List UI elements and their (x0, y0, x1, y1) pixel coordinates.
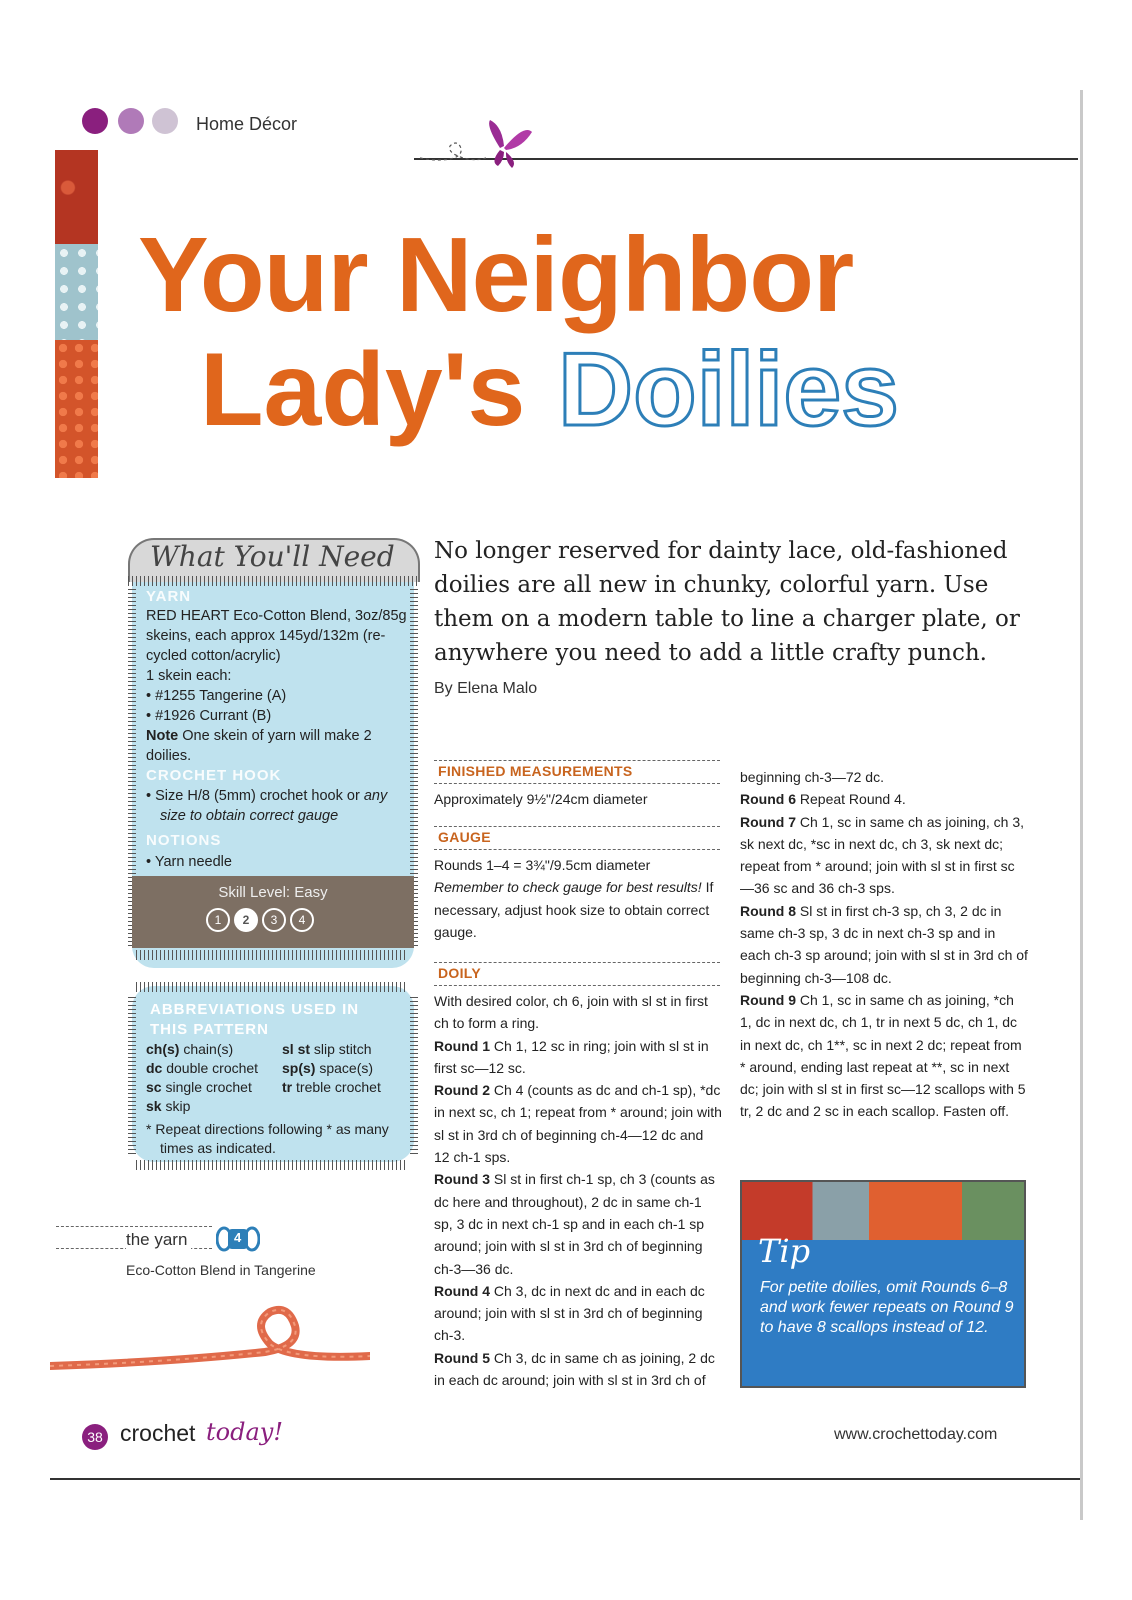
skill-label: Skill Level: Easy (218, 884, 328, 901)
skill-level-1: 1 (206, 908, 230, 932)
comb-border-top (128, 576, 418, 586)
yarn-name: Eco-Cotton Blend in Tangerine (126, 1262, 316, 1278)
yarn-desc: RED HEART Eco-Cotton Blend, 3oz/85g skeins, each approx 145yd/132m (re- cycled cotton/acrylic) 1 skein each: • #1255 Tangerine (A) • #1926 Currant (B) Note One skein of yarn will make 2 doilies. (146, 608, 407, 764)
round-2: Round 2 Ch 4 (counts as dc and ch-1 sp), *dc in next sc, ch 1; repeat from * around; join with sl st in 3rd ch of beginning ch-4—12 dc and 12 ch-1 sps. (434, 1082, 722, 1166)
abbr-comb-left (128, 994, 136, 1154)
tip-text: For petite doilies, omit Rounds 6–8 and work fewer repeats on Round 9 to have 8 scallops instead of 12. (760, 1279, 1014, 1336)
abbreviations-title: ABBREVIATIONS USED IN THIS PATTERN (150, 1001, 360, 1038)
round-7: Round 7 Ch 1, sc in same ch as joining, ch 3, sk next dc, *sc in next dc, ch 3, sk next dc; repeat from * around; join with sl st in first sc—36 sc and 36 ch-3 sps. (740, 813, 1024, 897)
tip-title: Tip (758, 1232, 811, 1270)
byline: By Elena Malo (434, 680, 538, 697)
round-1: Round 1 Ch 1, 12 sc in ring; join with sl st in first sc—12 sc. (434, 1037, 709, 1076)
yarn-item-b: #1926 Currant (B) (155, 708, 272, 724)
header-dot-2 (118, 108, 144, 134)
materials-title: What You'll Need (150, 540, 395, 573)
yarn-label: the yarn (126, 1230, 191, 1250)
brand-script: today! (206, 1418, 283, 1446)
page-number: 38 (82, 1424, 108, 1450)
intro-paragraph: No longer reserved for dainty lace, old-fashioned doilies are all new in chunky, colorful yarn. Use them on a modern table to line a charger plate, or anywhere you need to add a little crafty punch. (434, 538, 1020, 666)
title-line-1: Your Neighbor (138, 216, 854, 334)
skill-level-2: 2 (234, 908, 258, 932)
butterfly-icon (420, 118, 540, 174)
abbr-note: * Repeat directions following * as many times as indicated. (146, 1121, 389, 1156)
footer-rule (50, 1478, 1080, 1480)
header-dot-3 (152, 108, 178, 134)
round-9: Round 9 Ch 1, sc in same ch as joining, *ch 1, dc in next dc, ch 1, tr in next 5 dc, ch 1, dc in next dc, ch 1**, sc in next 2 dc; repeat from * around, ending last repeat at **, sc in next dc; join with sl st in first sc—12 scallops with 5 tr, 2 dc and 2 sc in each scallop. Fasten off. (740, 991, 1026, 1120)
gauge-text: Rounds 1–4 = 3¾"/9.5cm diameter Remember to check gauge for best results! If necessary, adjust hook size to obtain correct gauge. (434, 857, 714, 940)
skill-level-4: 4 (290, 908, 314, 932)
hook-desc: • Size H/8 (5mm) crochet hook or any size to obtain correct gauge (146, 788, 388, 824)
doily-photo-red (55, 150, 98, 244)
doily-heading: DOILY (434, 962, 720, 986)
abbr-right-col: sl st slip stitch sp(s) space(s) tr treble crochet (282, 1041, 381, 1095)
round-5: Round 5 Ch 3, dc in same ch as joining, 2 dc in each dc around; join with sl st in 3rd ch of (434, 1349, 715, 1389)
section-label: Home Décor (196, 114, 298, 134)
yarn-strand-image (50, 1288, 370, 1378)
title-line-2-orange: Lady's (200, 332, 526, 448)
doily-photo-orange (55, 340, 98, 478)
website-url: www.crochettoday.com (834, 1426, 998, 1443)
skill-level-3: 3 (262, 908, 286, 932)
round-6: Round 6 Repeat Round 4. (740, 791, 906, 808)
abbr-left-col: ch(s) chain(s) dc double crochet sc single crochet sk skip (146, 1041, 259, 1114)
note-label: Note (146, 728, 179, 744)
abbr-comb-top (136, 982, 408, 992)
notions-heading: NOTIONS (146, 832, 222, 849)
title-line-2-outline: Doilies (558, 332, 899, 448)
doily-photo-blue (55, 244, 98, 340)
yarn-item-a: #1255 Tangerine (A) (155, 688, 287, 704)
skill-level-scale (206, 908, 314, 932)
abbr-comb-right (410, 994, 418, 1154)
yarn-heading: YARN (146, 588, 192, 605)
brand-name: crochet (120, 1420, 196, 1446)
round-3: Round 3 Sl st in first ch-1 sp, ch 3 (counts as dc here and throughout), 2 dc in same ch-1 sp, 3 dc in next ch-1 sp and in each ch-1 sp around; join with sl st in 3rd ch of beginning ch-3—36 dc. (434, 1171, 715, 1277)
round-4: Round 4 Ch 3, dc in next dc and in each dc around; join with sl st in 3rd ch of beginning ch-3. (434, 1282, 705, 1344)
hook-heading: CROCHET HOOK (146, 767, 282, 784)
finished-measurements-heading: FINISHED MEASUREMENTS (434, 760, 720, 784)
doily-instructions-col1: With desired color, ch 6, join with sl st in first ch to form a ring. Round 1 Ch 1, 12 sc in ring; join with sl st in first sc—12 sc. Round 2 Ch 4 (counts as dc and ch-1 sp), *dc in next sc, ch 1; repeat from * around; join with sl st in 3rd ch of beginning ch-4—12 dc and 12 ch-1 sps. Round 3 Sl st in first ch-1 sp, ch 3 (counts as dc here and throughout), 2 dc in same ch-1 sp, 3 dc in next ch-1 sp and in each ch-1 sp around; join with sl st in 3rd ch of beginning ch-3—36 dc. Round 4 Ch 3, dc in next dc and in each dc around; join with sl st in 3rd ch of beginning ch-3. Round 5 Ch 3, dc in same ch as joining, 2 dc in each dc around; join with sl st in 3rd ch of (434, 990, 722, 1391)
yarn-dash-1 (56, 1226, 212, 1227)
comb-border-bottom (136, 950, 408, 960)
gauge-heading: GAUGE (434, 826, 720, 850)
abbr-comb-bottom (136, 1160, 408, 1170)
header-dot-1 (82, 108, 108, 134)
round-8: Round 8 Sl st in first ch-3 sp, ch 3, 2 dc in same ch-3 sp, 3 dc in next ch-3 sp and in each ch-3 sp around; join with sl st in 3rd ch of beginning ch-3—108 dc. (740, 902, 1028, 986)
yarn-weight-number: 4 (234, 1230, 242, 1245)
page-edge (1080, 90, 1083, 1520)
notions-desc: • Yarn needle (146, 854, 232, 870)
finished-measurements-text: Approximately 9½"/24cm diameter (434, 791, 648, 807)
doily-instructions-col2: beginning ch-3—72 dc. Round 6 Repeat Round 4. Round 7 Ch 1, sc in same ch as joining, ch 3, sk next dc, *sc in next dc, ch 3, sk next dc; repeat from * around; join with sl st in first sc—36 sc and 36 ch-3 sps. Round 8 Sl st in first ch-3 sp, ch 3, 2 dc in same ch-3 sp, 3 dc in next ch-3 sp and in each ch-3 sp around; join with sl st in 3rd ch of beginning ch-3—108 dc. Round 9 Ch 1, sc in same ch as joining, *ch 1, dc in next dc, ch 1, tr in next 5 dc, ch 1, dc in next dc, ch 1**, sc in next 2 dc; repeat from * around, ending last repeat at **, sc in next dc; join with sl st in first sc—12 scallops with 5 tr, 2 dc and 2 sc in each scallop. Fasten off. (740, 766, 1028, 1123)
